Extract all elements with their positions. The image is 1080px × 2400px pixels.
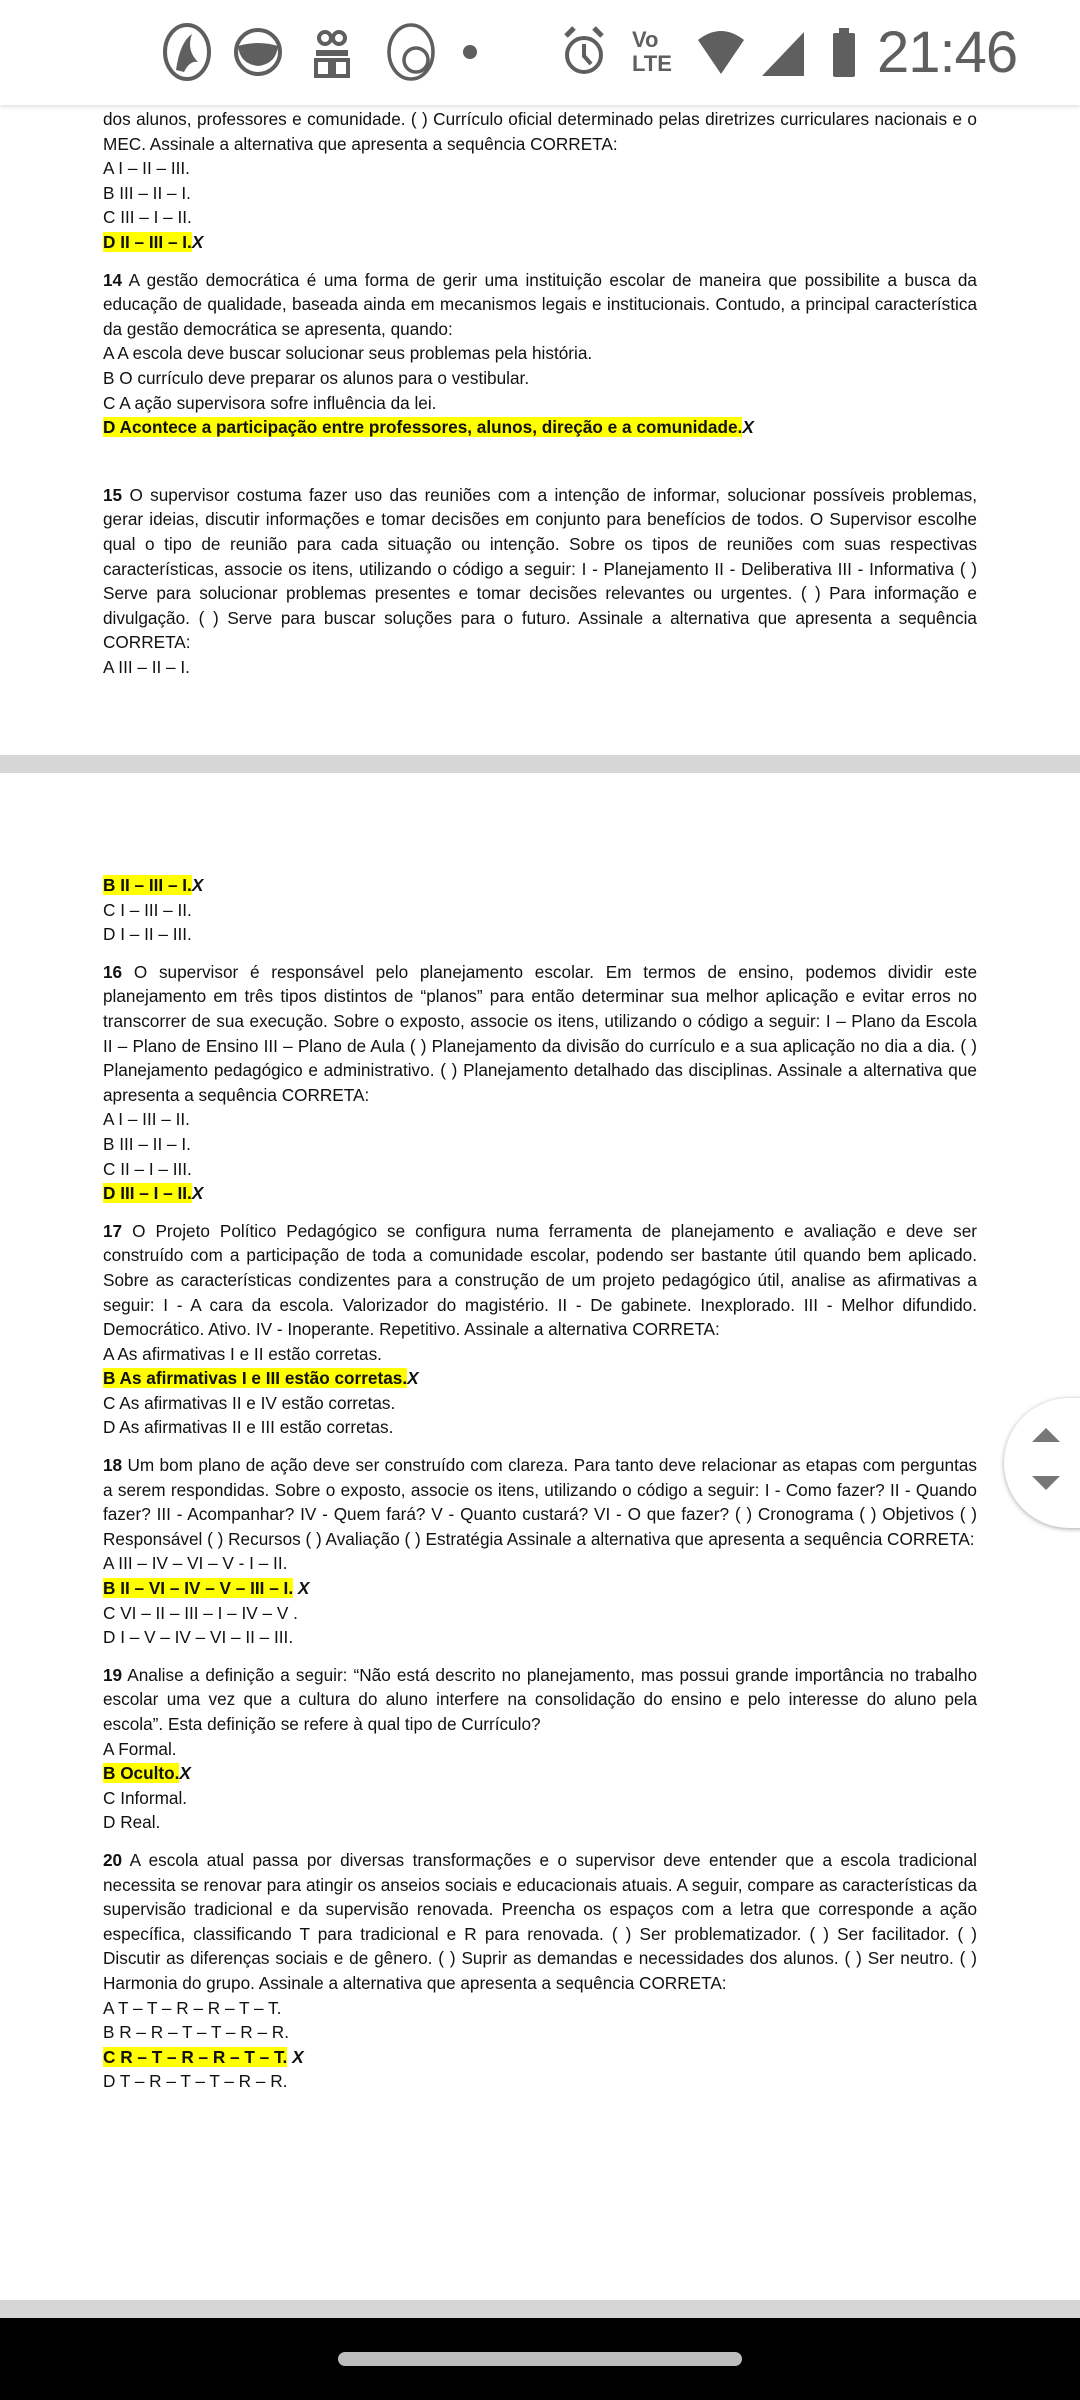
option-text: B R – R – T – T – R – R. — [103, 2022, 289, 2043]
option-text: A T – T – R – R – T – T. — [103, 1997, 282, 2018]
question-number: 17 — [103, 1220, 123, 1241]
question-text — [103, 268, 977, 342]
option-text: A III – IV – VI – V - I – II. — [103, 1553, 288, 1574]
question-text — [103, 1219, 977, 1342]
answer-option — [103, 156, 977, 181]
answer-mark: X — [191, 875, 204, 895]
question-text — [103, 1848, 977, 1996]
option-text: C VI – II – III – I – IV – V . — [103, 1602, 298, 1623]
answer-option — [103, 1601, 977, 1626]
option-text: D Real. — [103, 1812, 161, 1833]
option-text: C As afirmativas II e IV estão corretas. — [103, 1392, 396, 1413]
signal-icon — [760, 22, 806, 82]
question-text — [103, 107, 977, 156]
option-text: A Formal. — [103, 1738, 177, 1759]
question-statement: Um bom plano de ação deve ser construído com clareza. Para tanto deve relacionar as etapas com perguntas a serem respondidas. Sobre o exposto, associe os itens, utilizando o código a seguir: I - Como fazer? II - Quando fazer? III - Acompanhar? IV - Quem fará? V - Quanto custará? VI - O que fazer? ( ) Cronograma ( ) Objetivos ( ) Responsável ( ) Recursos ( ) Avaliação ( ) Estratégia Assinale a alternativa que apresenta a sequência CORRETA: — [103, 1455, 977, 1549]
question-18 — [103, 1453, 977, 1650]
answer-option-selected — [103, 873, 977, 898]
page-content — [103, 107, 977, 692]
scroll-down-icon[interactable] — [1032, 1476, 1060, 1490]
option-text: D I – V – IV – VI – II – III. — [103, 1627, 294, 1648]
answer-option — [103, 2069, 977, 2094]
option-text: D III – I – II. — [103, 1183, 192, 1204]
question-text — [103, 483, 977, 655]
answer-option — [103, 898, 977, 923]
option-text: B O currículo deve preparar os alunos para o vestibular. — [103, 367, 530, 388]
option-text: D II – III – I. — [103, 231, 192, 252]
answer-option-selected — [103, 1761, 977, 1786]
answer-option-selected — [103, 230, 977, 255]
navigation-bar — [0, 2318, 1080, 2400]
option-text: B II – III – I. — [103, 875, 192, 895]
answer-option-selected — [103, 415, 977, 440]
answer-mark: X — [293, 1578, 310, 1599]
option-text: B As afirmativas I e III estão corretas. — [103, 1368, 408, 1389]
answer-option — [103, 181, 977, 206]
option-text: D Acontece a participação entre professores, alunos, direção e a comunidade. — [103, 417, 743, 438]
lte-label: LTE — [632, 51, 672, 76]
answer-option — [103, 1737, 977, 1762]
answer-mark: X — [179, 1763, 191, 1784]
answer-mark: X — [191, 1183, 204, 1204]
question-continued — [103, 107, 977, 255]
option-text: B Oculto. — [103, 1763, 180, 1784]
option-text: C I – III – II. — [103, 899, 192, 920]
option-text: A I – II – III. — [103, 158, 190, 179]
answer-mark: X — [742, 417, 754, 438]
question-statement: O supervisor costuma fazer uso das reuniões com a intenção de informar, solucionar possíveis problemas, gerar ideias, discutir informações e tomar decisões em conjunto para benefícios de todos. O Supervisor escolhe qual o tipo de reunião para cada situação ou intenção. Sobre os tipos de reuniões com suas respectivas características, associe os itens, utilizando o código a seguir: I - Planejamento II - Deliberativa III - Informativa ( ) Serve para solucionar problemas presentes e tomar decisões relevantes ou urgentes. ( ) Para informação e divulgação. ( ) Serve para buscar soluções para o futuro. Assinale a alternativa que apresenta a sequência CORRETA: — [103, 484, 978, 653]
question-number: 18 — [103, 1455, 123, 1476]
option-text: D I – II – III. — [103, 924, 192, 945]
answer-mark: X — [191, 231, 204, 252]
answer-option — [103, 205, 977, 230]
answer-option — [103, 1132, 977, 1157]
spacer — [103, 453, 977, 483]
answer-option-selected — [103, 1181, 977, 1206]
answer-option — [103, 2020, 977, 2045]
answer-option — [103, 1157, 977, 1182]
option-text: D T – R – T – T – R – R. — [103, 2071, 288, 2092]
battery-icon — [830, 22, 858, 82]
question-15 — [103, 483, 977, 680]
question-statement: A escola atual passa por diversas transformações e o supervisor deve entender que a escola tradicional necessita se renovar para atingir os anseios sociais e educacionais atuais. A seguir, compare as características da supervisão tradicional e da supervisão renovada. Preencha os espaços com a letra que corresponde a ação específica, classificando T para tradicional e R para renovada. ( ) Ser problematizador. ( ) Ser facilitador. ( ) Discutir as diferenças sociais e de gênero. ( ) Suprir as demandas e necessidades dos alunos. ( ) Ser neutro. ( ) Harmonia do grupo. Assinale a alternativa que apresenta a sequência CORRETA: — [103, 1849, 977, 1993]
status-bar — [0, 0, 1080, 105]
option-text: C Informal. — [103, 1787, 188, 1808]
option-text: A A escola deve buscar solucionar seus problemas pela história. — [103, 343, 593, 364]
answer-option — [103, 1551, 977, 1576]
volte-lte-icon — [632, 22, 672, 82]
page-content — [103, 873, 977, 2107]
answer-mark: X — [287, 2046, 304, 2067]
question-20 — [103, 1848, 977, 2094]
question-text — [103, 1663, 977, 1737]
question-16 — [103, 960, 977, 1206]
option-text: A As afirmativas I e II estão corretas. — [103, 1343, 382, 1364]
option-text: C II – I – III. — [103, 1158, 192, 1179]
answer-option — [103, 1415, 977, 1440]
question-19 — [103, 1663, 977, 1835]
answer-option — [103, 341, 977, 366]
answer-option — [103, 655, 977, 680]
wifi-icon — [696, 22, 746, 82]
alarm-icon — [562, 22, 606, 82]
app-circles-icon — [386, 22, 436, 82]
volte-label: Vo — [632, 27, 659, 52]
app-video-icon — [312, 22, 352, 82]
answer-option — [103, 391, 977, 416]
app-lion-icon — [162, 22, 212, 82]
question-number: 19 — [103, 1664, 123, 1685]
answer-mark: X — [407, 1368, 419, 1389]
answer-option — [103, 366, 977, 391]
clock-time: 21:46 — [877, 20, 1018, 85]
app-mask-icon — [232, 22, 284, 82]
document-page-1 — [0, 0, 1080, 755]
question-statement: O supervisor é responsável pelo planejamento escolar. Em termos de ensino, podemos dividir este planejamento em três tipos distintos de “planos” para então determinar sua melhor aplicação e evitar erros no transcorrer de sua execução. Sobre o exposto, associe os itens, utilizando o código a seguir: I – Plano da Escola II – Plano de Ensino III – Plano de Aula ( ) Planejamento da divisão do currículo e a sua aplicação no dia a dia. ( ) Planejamento pedagógico e administrativo. ( ) Planejamento detalhado das disciplinas. Assinale a alternativa que apresenta a sequência CORRETA: — [103, 961, 978, 1105]
question-14 — [103, 268, 977, 440]
question-statement: A gestão democrática é uma forma de gerir uma instituição escolar de maneira que possibilite a busca da educação de qualidade, baseada ainda em mecanismos legais e institucionais. Contudo, a principal característica da gestão democrática se apresenta, quando: — [103, 269, 977, 339]
answer-option — [103, 1996, 977, 2021]
answer-option — [103, 1786, 977, 1811]
question-number: 14 — [103, 269, 123, 290]
document-page-2 — [0, 773, 1080, 2300]
answer-option — [103, 1391, 977, 1416]
answer-option — [103, 1342, 977, 1367]
option-text: B III – II – I. — [103, 182, 191, 203]
answer-option-selected — [103, 2045, 977, 2070]
option-text: A III – II – I. — [103, 656, 190, 677]
question-number: 16 — [103, 961, 123, 982]
scroll-up-icon[interactable] — [1032, 1428, 1060, 1442]
question-text — [103, 1453, 977, 1551]
question-continued — [103, 873, 977, 947]
option-text: D As afirmativas II e III estão corretas. — [103, 1417, 394, 1438]
answer-option-selected — [103, 1576, 977, 1601]
question-statement: O Projeto Político Pedagógico se configura numa ferramenta de planejamento e avaliação e deve ser construído com a participação de toda a comunidade escolar, podendo ser bastante útil quando bem aplicado. Sobre as características condizentes para a construção de um projeto pedagógico útil, analise as afirmativas a seguir: I - A cara da escola. Valorizador do magistério. II - De gabinete. Inexplorado. III - Melhor difundido. Democrático. Ativo. IV - Inoperante. Repetitivo. Assinale a alternativa CORRETA: — [103, 1220, 977, 1340]
question-number: 15 — [103, 484, 123, 505]
answer-option — [103, 922, 977, 947]
dot-icon — [462, 22, 478, 82]
question-statement: Analise a definição a seguir: “Não está descrito no planejamento, mas possui grande importância no trabalho escolar uma vez que a cultura do aluno interfere na consolidação do ensino e pelo interesse do aluno pela escola”. Esta definição se refere à qual tipo de Currículo? — [103, 1664, 978, 1734]
option-text: B II – VI – IV – V – III – I. — [103, 1578, 294, 1599]
answer-option — [103, 1810, 977, 1835]
option-text: C A ação supervisora sofre influência da lei. — [103, 392, 437, 413]
answer-option — [103, 1107, 977, 1132]
option-text: C III – I – II. — [103, 207, 192, 228]
question-text — [103, 960, 977, 1108]
question-17 — [103, 1219, 977, 1440]
option-text: A I – III – II. — [103, 1109, 190, 1130]
answer-option-selected — [103, 1366, 977, 1391]
question-statement: dos alunos, professores e comunidade. ( ) Currículo oficial determinado pelas diretrizes curriculares nacionais e o MEC. Assinale a alternativa que apresenta a sequência CORRETA: — [103, 109, 977, 154]
option-text: B III – II – I. — [103, 1133, 191, 1154]
home-gesture-handle[interactable] — [338, 2352, 742, 2366]
option-text: C R – T – R – R – T – T. — [103, 2046, 288, 2067]
answer-option — [103, 1625, 977, 1650]
question-number: 20 — [103, 1849, 123, 1870]
